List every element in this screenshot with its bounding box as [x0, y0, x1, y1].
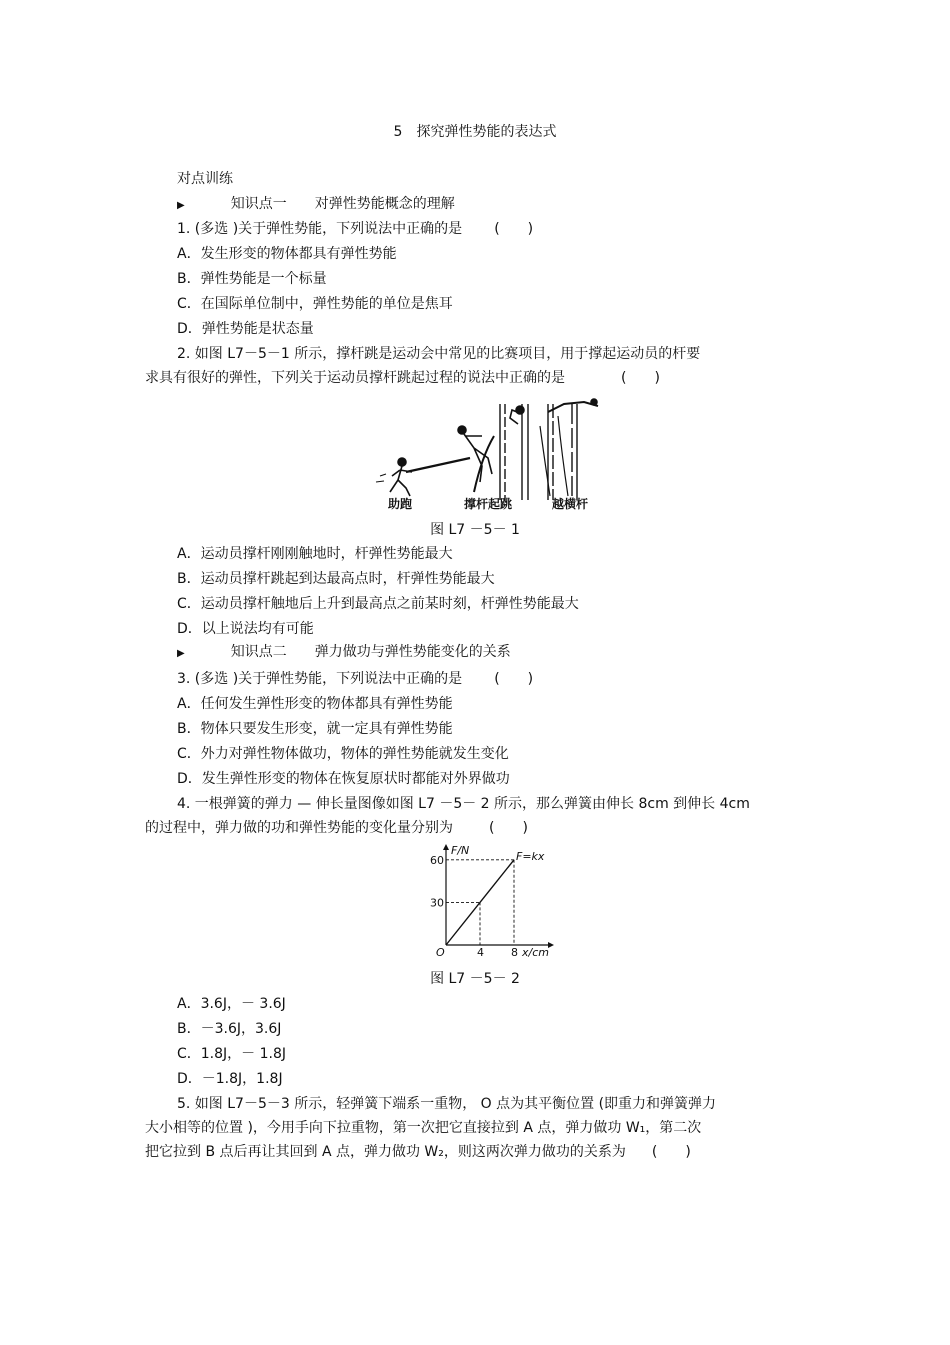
option-d: D．发生弹性形变的物体在恢复原状时都能对外界做功 — [177, 771, 510, 787]
question-2-stem-line-2 — [145, 368, 660, 388]
figure-caption-1: 图 L7 －5－ 1 — [430, 522, 520, 538]
force-extension-chart — [420, 840, 560, 962]
y-tick-label-60: 60 — [430, 853, 444, 867]
question-5-line-2: 大小相等的位置 )，今用手向下拉重物，第一次把它直接拉到 A 点，弹力做功 W₁，第二次 — [145, 1120, 702, 1136]
option-a: A．运动员撑杆刚刚触地时，杆弹性势能最大 — [177, 546, 453, 562]
x-tick-label-4: 4 — [477, 946, 484, 959]
answer-paren: ( ) — [651, 1144, 691, 1160]
knowledge-point-1-label: 知识点一 对弹性势能概念的理解 — [230, 196, 455, 212]
question-5-text: 把它拉到 B 点后再让其回到 A 点，弹力做功 W₂，则这两次弹力做功的关系为 — [145, 1144, 626, 1160]
knowledge-point-2-label: 知识点二 弹力做功与弹性势能变化的关系 — [230, 644, 511, 660]
option-a: A．任何发生弹性形变的物体都具有弹性势能 — [177, 696, 453, 712]
question-4-text: 的过程中，弹力做的功和弹性势能的变化量分别为 — [145, 820, 453, 836]
origin-label: O — [436, 946, 445, 959]
x-axis-label: x/cm — [522, 946, 549, 959]
option-d: D．－1.8J，1.8J — [177, 1071, 283, 1087]
section-heading: 对点训练 — [177, 171, 233, 187]
option-b: B．弹性势能是一个标量 — [177, 271, 327, 287]
option-a: A．发生形变的物体都具有弹性势能 — [177, 246, 397, 262]
question-4-stem-line-1: 4. 一根弹簧的弹力 — 伸长量图像如图 L7 －5－ 2 所示，那么弹簧由伸长 8cm 到伸长 4cm — [177, 796, 750, 812]
question-4-stem-line-2 — [145, 818, 528, 838]
y-tick-label-30: 30 — [430, 896, 444, 910]
knowledge-point-2 — [177, 642, 511, 664]
answer-paren: ( ) — [489, 820, 528, 836]
question-2-text: 求具有很好的弹性，下列关于运动员撑杆跳起过程的说法中正确的是 — [145, 370, 565, 386]
option-b: B．－3.6J，3.6J — [177, 1021, 282, 1037]
pole-run — [406, 458, 470, 472]
takeoff-figure — [458, 404, 505, 500]
answer-paren: ( ) — [621, 370, 660, 386]
question-5-line-3 — [145, 1142, 691, 1162]
answer-paren: ( ) — [494, 671, 534, 687]
question-1-text: 1. (多选 )关于弹性势能，下列说法中正确的是 — [177, 221, 463, 237]
y-axis-arrow-icon — [443, 844, 449, 850]
x-tick-label-8: 8 — [511, 946, 518, 959]
page-title: 5 探究弹性势能的表达式 — [393, 124, 557, 140]
series-label: F=kx — [516, 850, 545, 863]
option-c: C．外力对弹性物体做功，物体的弹性势能就发生变化 — [177, 746, 509, 762]
y-axis-label: F/N — [451, 844, 470, 857]
answer-paren: ( ) — [494, 221, 534, 237]
triangle-bullet-icon: ▶ — [177, 648, 185, 659]
question-2-stem-line-1: 2. 如图 L7－5－1 所示，撑杆跳是运动会中常见的比赛项目，用于撑起运动员的杆要 — [177, 346, 701, 362]
question-1-stem — [177, 219, 533, 239]
option-c: C．运动员撑杆触地后上升到最高点之前某时刻，杆弹性势能最大 — [177, 596, 579, 612]
option-c: C．在国际单位制中，弹性势能的单位是焦耳 — [177, 296, 453, 312]
option-d: D．以上说法均有可能 — [177, 621, 314, 637]
runner-figure — [376, 458, 412, 496]
figure-caption-2: 图 L7 －5－ 2 — [430, 971, 520, 987]
option-c: C．1.8J，－ 1.8J — [177, 1046, 287, 1062]
fig-label-clear-bar: 越横杆 — [552, 497, 589, 511]
knowledge-point-1 — [177, 194, 455, 216]
pole-vault-figure — [372, 396, 612, 514]
question-3-text: 3. (多选 )关于弹性势能，下列说法中正确的是 — [177, 671, 463, 687]
fig-label-takeoff: 撑杆起跳 — [464, 497, 513, 511]
option-a: A．3.6J，－ 3.6J — [177, 996, 286, 1012]
option-d: D．弹性势能是状态量 — [177, 321, 314, 337]
question-5-line-1: 5. 如图 L7－5－3 所示，轻弹簧下端系一重物， O 点为其平衡位置 (即重力和弹簧弹力 — [177, 1096, 717, 1112]
option-b: B．物体只要发生形变，就一定具有弹性势能 — [177, 721, 453, 737]
triangle-bullet-icon: ▶ — [177, 200, 185, 211]
bar-clearance-figure — [510, 399, 598, 500]
fig-label-run: 助跑 — [388, 497, 413, 511]
question-3-stem — [177, 669, 533, 689]
option-b: B．运动员撑杆跳起到达最高点时，杆弹性势能最大 — [177, 571, 495, 587]
